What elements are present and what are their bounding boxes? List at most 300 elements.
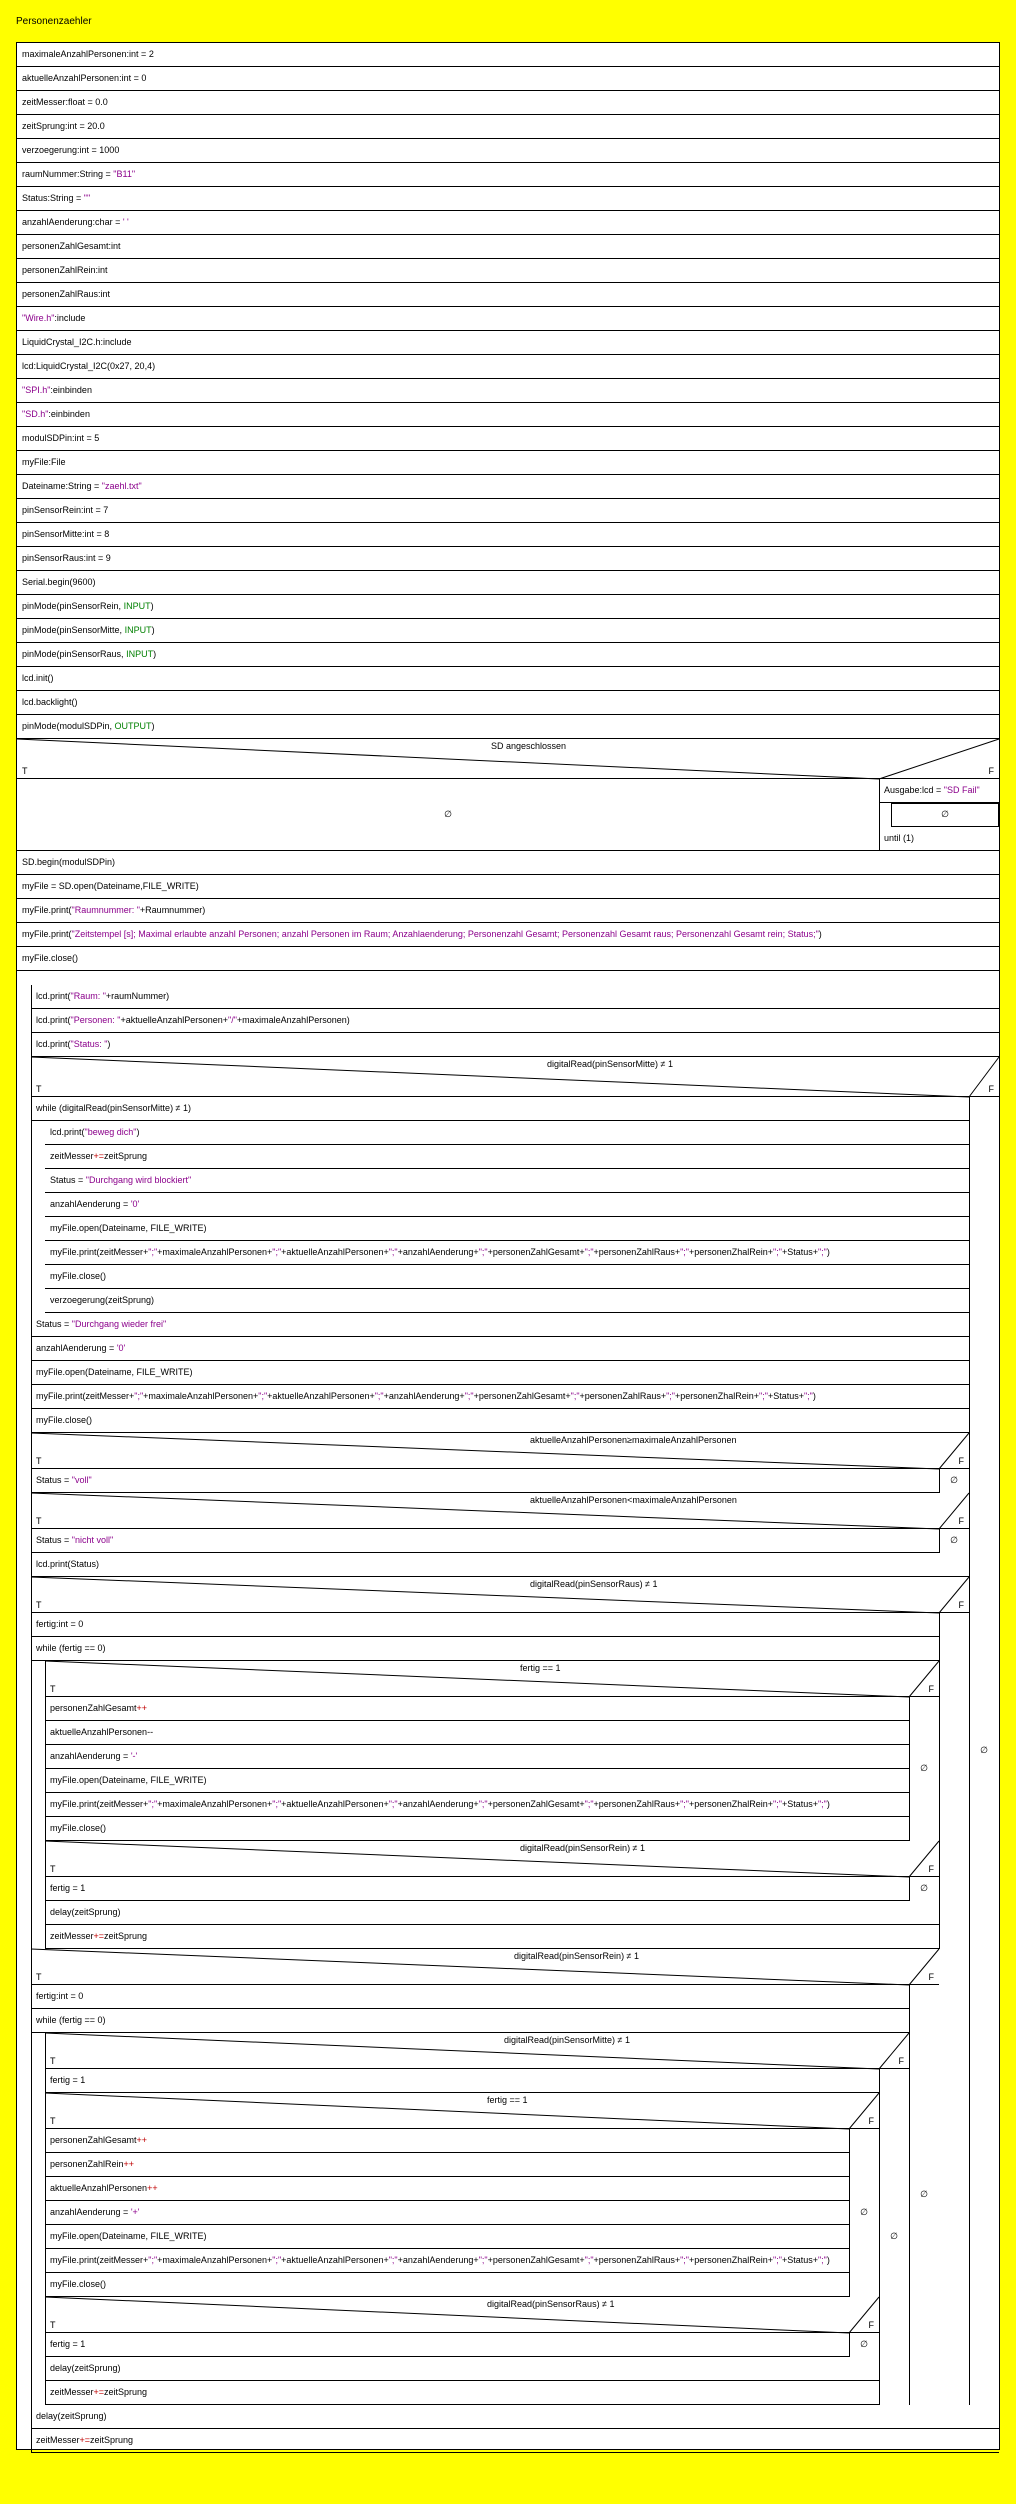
code-token: ";" [759, 1391, 768, 1401]
statement-row [31, 1529, 939, 1553]
code-token: +personenZahlRaus+ [579, 1391, 667, 1401]
empty-branch-symbol: ∅ [860, 2339, 868, 2349]
if-sd-angeschlossen [17, 739, 999, 779]
statement-row [17, 619, 999, 643]
code-token: +maximaleAnzahlPersonen+ [157, 1247, 273, 1257]
if-false-label: F [988, 766, 994, 776]
statement-row [17, 899, 999, 923]
code-token: "Durchgang wird blockiert" [85, 1175, 192, 1185]
code-token: delay(zeitSprung) [36, 2411, 107, 2421]
if-true-diagonal [31, 1577, 939, 1613]
if-false-label: F [868, 2320, 874, 2330]
if-condition: digitalRead(pinSensorRein) ≠ 1 [520, 1843, 646, 1853]
if-false-diagonal [909, 1841, 939, 1877]
while-header: while (fertig == 0) [31, 2009, 909, 2033]
code-token: ";" [258, 1391, 268, 1401]
statement-row [31, 1985, 909, 2009]
code-token: ";" [803, 1391, 813, 1401]
code-token: "SPI.h" [22, 385, 51, 395]
code-token: INPUT [123, 601, 151, 611]
while-body-border [45, 1661, 46, 1949]
statement-row [45, 1241, 969, 1265]
code-token: Status = [36, 1535, 72, 1545]
code-token: ";" [388, 1247, 398, 1257]
code-token: myFile.open(Dateiname, FILE_WRITE) [50, 1775, 207, 1785]
code-token: pinMode(pinSensorRein, [22, 601, 124, 611]
code-token: +personenZahlGesamt+ [487, 2255, 585, 2265]
code-token: += [79, 2435, 91, 2445]
code-token: ";" [773, 1247, 782, 1257]
if-voll [31, 1433, 969, 1469]
sd-fail-output [879, 779, 999, 803]
code-token: raumNummer:String = [22, 169, 114, 179]
code-token: lcd:LiquidCrystal_I2C(0x27, 20,4) [22, 361, 156, 371]
if-condition: digitalRead(pinSensorRein) ≠ 1 [514, 1951, 640, 1961]
if-true-diagonal [45, 1841, 909, 1877]
code-token: fertig = 1 [50, 2339, 86, 2349]
until-label: until (1) [879, 827, 999, 851]
if-false-diagonal [879, 2033, 909, 2069]
code-token: ";" [388, 2255, 398, 2265]
statement-row [45, 1817, 909, 1841]
if-condition: SD angeschlossen [491, 741, 567, 751]
code-token: +personenZhalRein+ [688, 2255, 774, 2265]
code-token: +personenZahlGesamt+ [487, 1247, 585, 1257]
code-token: +aktuelleAnzahlPersonen+ [120, 1015, 229, 1025]
statement-row [17, 947, 999, 971]
if-diagonals [45, 1661, 939, 1697]
code-token: ) [818, 929, 822, 939]
if-diagonals [31, 1577, 969, 1613]
code-token: ) [151, 625, 155, 635]
code-token: verzoegerung(zeitSprung) [50, 1295, 155, 1305]
statement-row [45, 2069, 879, 2093]
block-divider [939, 1613, 940, 1949]
if-condition: aktuelleAnzahlPersonen<maximaleAnzahlPersonen [530, 1495, 737, 1505]
code-token: ++ [136, 1703, 148, 1713]
if-true-diagonal [31, 1433, 939, 1469]
statement-row [17, 499, 999, 523]
if-sensor-raus [31, 1577, 969, 1613]
statement-row [17, 355, 999, 379]
code-token: +aktuelleAnzahlPersonen+ [267, 1391, 375, 1401]
if-fertig-raus [45, 1661, 939, 1697]
code-token: myFile.close() [50, 1271, 107, 1281]
code-token: ";" [773, 1799, 782, 1809]
statement-row [31, 1469, 939, 1493]
code-token: Status = [36, 1319, 72, 1329]
if-false-label: F [958, 1456, 964, 1466]
if-diagonals [45, 2093, 879, 2129]
if-false-diagonal [879, 739, 999, 779]
if-false-label: F [928, 1864, 934, 1874]
code-token: pinSensorRein:int = 7 [22, 505, 109, 515]
code-token: +Status+ [767, 1391, 804, 1401]
code-token: Status:String = [22, 193, 84, 203]
code-token: Ausgabe:lcd = [884, 785, 944, 795]
statement-row [17, 643, 999, 667]
if-true-diagonal [45, 2093, 849, 2129]
code-token: ";" [773, 2255, 782, 2265]
code-token: myFile.close() [50, 2279, 107, 2289]
code-token: zeitMesser [50, 1151, 94, 1161]
statement-row [17, 851, 999, 875]
statement-row [17, 187, 999, 211]
statement-row [17, 523, 999, 547]
code-token: ";" [680, 1247, 689, 1257]
code-token: +aktuelleAnzahlPersonen+ [281, 2255, 389, 2265]
statement-row [17, 667, 999, 691]
if-fertig-rein [45, 2093, 879, 2129]
code-token: +anzahlAenderung+ [397, 1247, 479, 1257]
statement-row [17, 235, 999, 259]
code-token: lcd.print( [36, 991, 71, 1001]
code-token: lcd.print( [50, 1127, 85, 1137]
code-token: "voll" [71, 1475, 92, 1485]
statement-row [17, 331, 999, 355]
code-token: "" [83, 193, 91, 203]
if-condition: aktuelleAnzahlPersonen≥maximaleAnzahlPersonen [530, 1435, 737, 1445]
code-token: ";" [584, 2255, 594, 2265]
if-false-label: F [928, 1972, 934, 1982]
if-condition: digitalRead(pinSensorRaus) ≠ 1 [530, 1579, 658, 1589]
code-token: INPUT [124, 625, 152, 635]
statement-row [17, 923, 999, 947]
code-token: myFile.close() [50, 1823, 107, 1833]
code-token: zeitSprung [90, 2435, 134, 2445]
code-token: +personenZahlGesamt+ [473, 1391, 571, 1401]
statement-row [17, 547, 999, 571]
if-diagonals [45, 2297, 879, 2333]
code-token: personenZahlRein:int [22, 265, 108, 275]
statement-row [45, 2357, 879, 2381]
while-body-border [45, 2033, 46, 2405]
code-token: pinSensorRaus:int = 9 [22, 553, 111, 563]
if-true-diagonal [45, 2297, 849, 2333]
statement-row [17, 403, 999, 427]
code-token: ";" [680, 1799, 689, 1809]
statement-row [17, 211, 999, 235]
while-header: while (fertig == 0) [31, 1637, 939, 1661]
statement-row [45, 1745, 909, 1769]
if-false-label: F [928, 1684, 934, 1694]
code-token: "Durchgang wieder frei" [71, 1319, 167, 1329]
if-true-label: T [36, 1600, 42, 1610]
code-token: ";" [272, 1247, 282, 1257]
code-token: fertig = 1 [50, 2075, 86, 2085]
statement-row [17, 67, 999, 91]
empty-branch-symbol: ∅ [950, 1475, 958, 1485]
code-token: +maximaleAnzahlPersonen+ [157, 2255, 273, 2265]
if-condition: fertig == 1 [520, 1663, 561, 1673]
code-token: +anzahlAenderung+ [397, 1799, 479, 1809]
statement-row [17, 475, 999, 499]
empty-branch-symbol: ∅ [920, 2189, 928, 2199]
statement-row [45, 2381, 879, 2405]
code-token: +raumNummer) [105, 991, 170, 1001]
statement-row [17, 379, 999, 403]
code-token: zeitSprung [104, 2387, 148, 2397]
if-condition: digitalRead(pinSensorMitte) ≠ 1 [504, 2035, 630, 2045]
statement-row [31, 1033, 999, 1057]
if-condition: digitalRead(pinSensorRaus) ≠ 1 [487, 2299, 615, 2309]
code-token: ";" [134, 1391, 144, 1401]
statement-row [17, 875, 999, 899]
code-token: ";" [817, 2255, 827, 2265]
code-token: ";" [478, 1799, 488, 1809]
statement-row [45, 2249, 849, 2273]
code-token: ) [153, 649, 157, 659]
statement-row [45, 1121, 969, 1145]
statement-row [31, 1313, 969, 1337]
code-token: Dateiname:String = [22, 481, 102, 491]
if-true-diagonal [45, 2033, 879, 2069]
if-false-diagonal [939, 1493, 969, 1529]
statement-row [17, 163, 999, 187]
loop-body-border [31, 985, 32, 2453]
code-token: zeitMesser [50, 2387, 94, 2397]
if-true-diagonal [17, 739, 879, 779]
code-token: myFile.open(Dateiname, FILE_WRITE) [36, 1367, 193, 1377]
code-token: +personenZhalRein+ [674, 1391, 760, 1401]
if-true-diagonal [31, 1057, 969, 1097]
statement-row [17, 115, 999, 139]
code-token: ++ [123, 2159, 135, 2169]
code-token: zeitSprung [104, 1151, 148, 1161]
statement-row [17, 595, 999, 619]
code-token: ";" [148, 1799, 158, 1809]
if-false-label: F [898, 2056, 904, 2066]
if-rein-in-raus [45, 1841, 939, 1877]
statement-row [45, 1217, 969, 1241]
if-false-diagonal [849, 2093, 879, 2129]
if-diagonals [31, 1433, 969, 1469]
code-token: anzahlAenderung = [36, 1343, 117, 1353]
code-token: "/" [228, 1015, 237, 1025]
statement-row [17, 259, 999, 283]
if-true-label: T [36, 1084, 42, 1094]
if-false-diagonal [909, 1949, 939, 1985]
code-token: pinMode(pinSensorMitte, [22, 625, 125, 635]
code-token: INPUT [126, 649, 154, 659]
code-token: zeitSprung [104, 1931, 148, 1941]
if-true-label: T [50, 1864, 56, 1874]
statement-row [45, 1697, 909, 1721]
code-token: OUTPUT [114, 721, 152, 731]
empty-branch-symbol: ∅ [941, 809, 949, 819]
statement-row [45, 2201, 849, 2225]
code-token: ) [826, 1799, 830, 1809]
code-token: "Personen: " [70, 1015, 121, 1025]
code-token: delay(zeitSprung) [50, 1907, 121, 1917]
code-token: fertig:int = 0 [36, 1619, 84, 1629]
code-token: "Status: " [70, 1039, 108, 1049]
code-token: ";" [584, 1247, 594, 1257]
statement-row [31, 1337, 969, 1361]
code-token: +personenZhalRein+ [688, 1247, 774, 1257]
code-token: myFile:File [22, 457, 66, 467]
code-token: +aktuelleAnzahlPersonen+ [281, 1799, 389, 1809]
statement-row [45, 2225, 849, 2249]
code-token: lcd.print( [36, 1039, 71, 1049]
if-true-label: T [50, 2056, 56, 2066]
code-token: +Status+ [781, 1799, 818, 1809]
code-token: += [93, 1151, 105, 1161]
statement-row [31, 1361, 969, 1385]
statement-row [45, 1193, 969, 1217]
code-token: "nicht voll" [71, 1535, 114, 1545]
code-token: ";" [388, 1799, 398, 1809]
code-token: ";" [817, 1799, 827, 1809]
code-token: ++ [136, 2135, 148, 2145]
code-token: '0' [116, 1343, 126, 1353]
code-token: ";" [272, 2255, 282, 2265]
code-token: :einbinden [50, 385, 92, 395]
statement-row [31, 2429, 999, 2453]
code-token: myFile.open(Dateiname, FILE_WRITE) [50, 2231, 207, 2241]
statement-row [17, 691, 999, 715]
code-token: myFile.print(zeitMesser+ [50, 1799, 149, 1809]
code-token: :include [54, 313, 86, 323]
empty-branch-symbol: ∅ [860, 2207, 868, 2217]
if-true-label: T [50, 2116, 56, 2126]
code-token: aktuelleAnzahlPersonen [50, 2183, 148, 2193]
code-token: ";" [148, 1247, 158, 1257]
code-token: +Status+ [781, 2255, 818, 2265]
statement-row [45, 1265, 969, 1289]
empty-branch-symbol: ∅ [920, 1763, 928, 1773]
code-token: anzahlAenderung:char = [22, 217, 123, 227]
structogram [16, 42, 1000, 2450]
code-token: ";" [272, 1799, 282, 1809]
code-token: zeitMesser [50, 1931, 94, 1941]
if-true-label: T [22, 766, 28, 776]
code-token: Status = [36, 1475, 72, 1485]
statement-row [17, 307, 999, 331]
code-token: "zaehl.txt" [101, 481, 142, 491]
code-token: lcd.backlight() [22, 697, 78, 707]
code-token: "Raumnummer: " [71, 905, 140, 915]
if-condition: digitalRead(pinSensorMitte) ≠ 1 [547, 1059, 673, 1069]
code-token: +aktuelleAnzahlPersonen+ [281, 1247, 389, 1257]
code-token: Serial.begin(9600) [22, 577, 96, 587]
code-token: ";" [464, 1391, 474, 1401]
statement-row [17, 715, 999, 739]
statement-row [17, 283, 999, 307]
if-true-label: T [50, 1684, 56, 1694]
code-token: :einbinden [48, 409, 90, 419]
if-false-diagonal [909, 1661, 939, 1697]
code-token: +anzahlAenderung+ [383, 1391, 465, 1401]
code-token: +maximaleAnzahlPersonen) [236, 1015, 350, 1025]
statement-row [45, 1925, 939, 1949]
if-diagonals [45, 2033, 909, 2069]
code-token: personenZahlGesamt:int [22, 241, 121, 251]
code-token: ";" [148, 2255, 158, 2265]
code-token: ) [151, 721, 155, 731]
statement-row [31, 985, 999, 1009]
code-token: ) [107, 1039, 111, 1049]
code-token: pinSensorMitte:int = 8 [22, 529, 110, 539]
code-token: ++ [147, 2183, 158, 2193]
code-token: ";" [680, 2255, 689, 2265]
statement-row [45, 1769, 909, 1793]
code-token: +personenZahlRaus+ [593, 2255, 681, 2265]
code-token: modulSDPin:int = 5 [22, 433, 100, 443]
code-token: lcd.print(Status) [36, 1559, 100, 1569]
if-raus-in-rein [45, 2297, 879, 2333]
code-token: personenZahlGesamt [50, 2135, 137, 2145]
diagram-title: Personenzaehler [16, 16, 92, 27]
code-token: "SD.h" [22, 409, 49, 419]
statement-row [45, 2333, 849, 2357]
empty-branch-symbol: ∅ [444, 809, 452, 819]
code-token: ) [826, 2255, 830, 2265]
code-token: anzahlAenderung = [50, 1199, 131, 1209]
if-sensor-mitte [31, 1057, 999, 1097]
code-token: += [93, 1931, 105, 1941]
if-nicht-voll [31, 1493, 969, 1529]
statement-row [31, 1613, 939, 1637]
code-token: zeitSprung:int = 20.0 [22, 121, 105, 131]
code-token: pinMode(modulSDPin, [22, 721, 115, 731]
code-token: myFile.print(zeitMesser+ [50, 2255, 149, 2265]
code-token: ";" [570, 1391, 580, 1401]
sd-block-bottom [17, 827, 879, 851]
statement-row [45, 2177, 849, 2201]
code-token: myFile.close() [22, 953, 79, 963]
code-token: myFile.print(zeitMesser+ [50, 1247, 149, 1257]
code-token: aktuelleAnzahlPersonen:int = 0 [22, 73, 147, 83]
code-token: +maximaleAnzahlPersonen+ [157, 1799, 273, 1809]
if-false-label: F [958, 1600, 964, 1610]
statement-row [45, 2273, 849, 2297]
code-token: myFile.print( [22, 905, 72, 915]
if-diagonals [31, 1949, 939, 1985]
code-token: zeitMesser [36, 2435, 80, 2445]
while-header: while (digitalRead(pinSensorMitte) ≠ 1) [31, 1097, 969, 1121]
code-token: '-' [130, 1751, 138, 1761]
code-token: '+' [130, 2207, 140, 2217]
statement-row [45, 2153, 849, 2177]
code-token: ' ' [122, 217, 129, 227]
code-token: personenZahlRaus:int [22, 289, 111, 299]
code-token: pinMode(pinSensorRaus, [22, 649, 127, 659]
statement-row [45, 1169, 969, 1193]
statement-row [45, 1145, 969, 1169]
empty-branch-symbol: ∅ [920, 1883, 928, 1893]
code-token: myFile.close() [36, 1415, 93, 1425]
statement-row [31, 1009, 999, 1033]
statement-row [17, 139, 999, 163]
code-token: SD.begin(modulSDPin) [22, 857, 116, 867]
if-sensor-rein [31, 1949, 939, 1985]
code-token: +maximaleAnzahlPersonen+ [143, 1391, 259, 1401]
code-token: lcd.print( [36, 1015, 71, 1025]
code-token: ";" [584, 1799, 594, 1809]
code-token: "SD Fail" [943, 785, 980, 795]
code-token: "beweg dich" [84, 1127, 137, 1137]
code-token: +anzahlAenderung+ [397, 2255, 479, 2265]
if-false-label: F [988, 1084, 994, 1094]
code-token: +personenZahlRaus+ [593, 1799, 681, 1809]
code-token: +personenZahlRaus+ [593, 1247, 681, 1257]
code-token: ";" [374, 1391, 384, 1401]
if-false-diagonal [849, 2297, 879, 2333]
statement-row [17, 43, 999, 67]
code-token: ) [150, 601, 154, 611]
if-diagonals [31, 1493, 969, 1529]
